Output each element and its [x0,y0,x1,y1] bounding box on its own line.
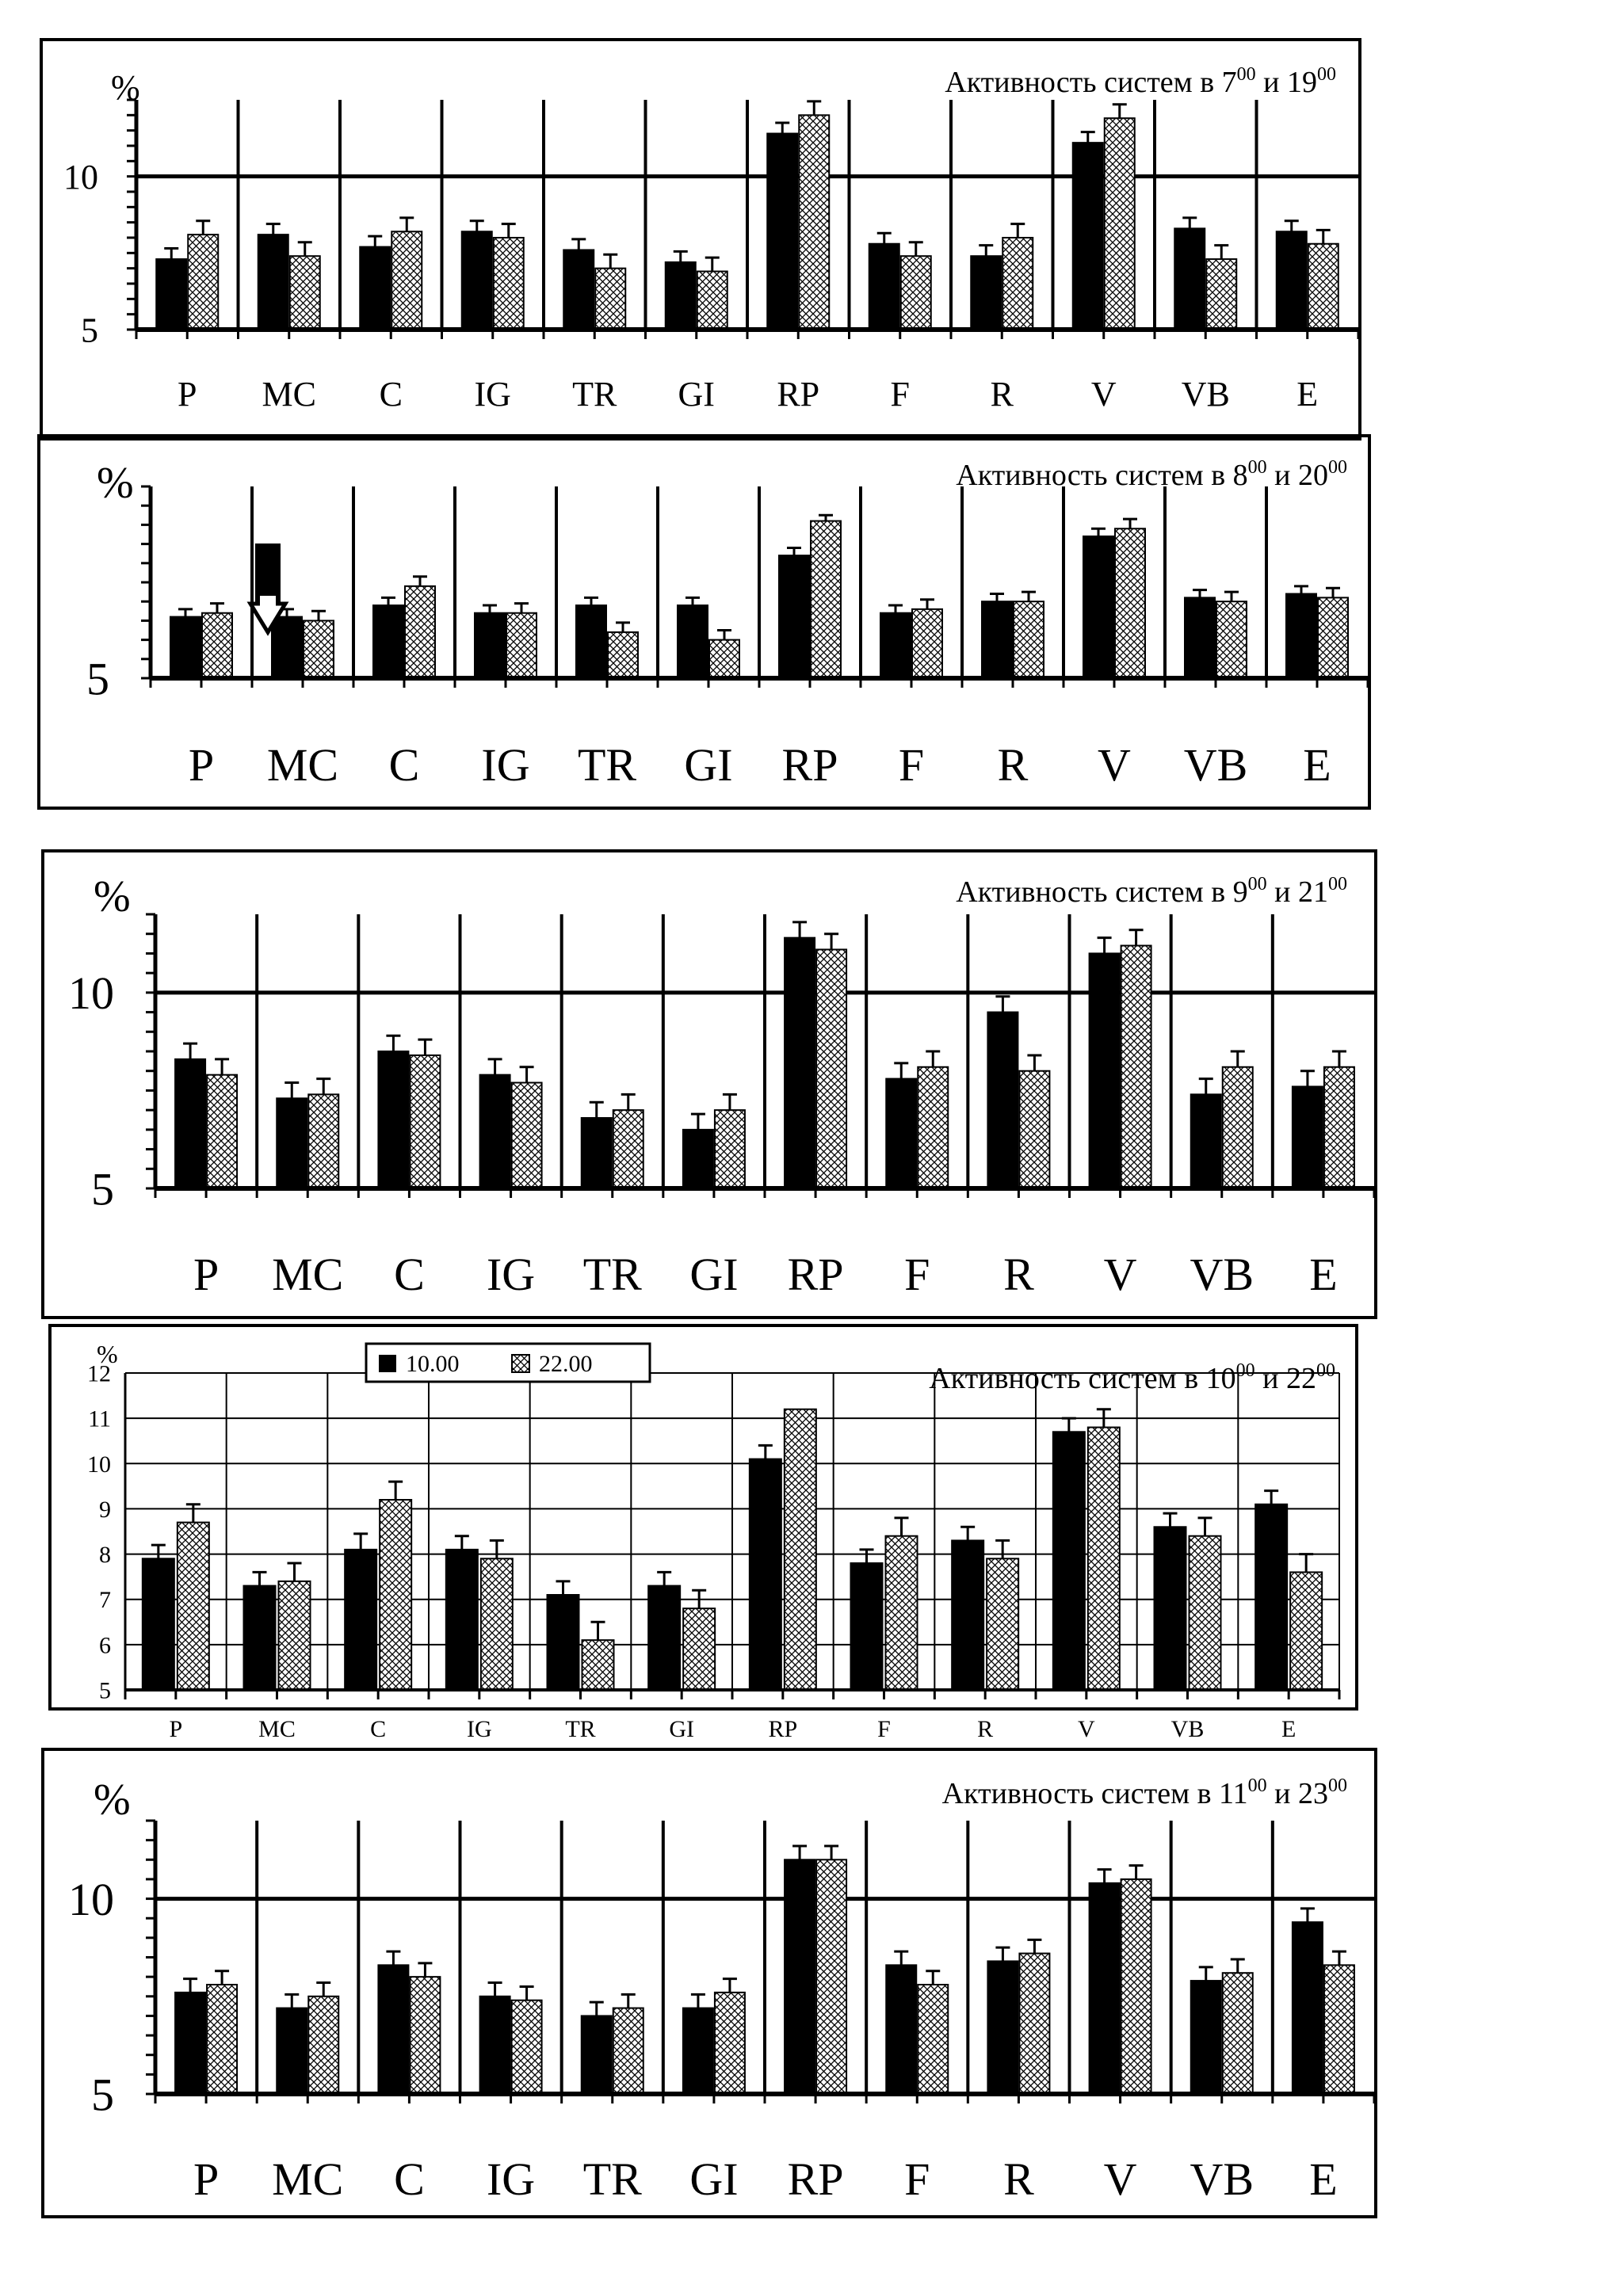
x-tick-label-F: F [904,2153,930,2205]
x-tick-label-VB: VB [1183,739,1248,791]
bar-series2-RP [785,1409,816,1690]
bar-series2-R [987,1558,1018,1690]
x-tick-label-VB: VB [1190,2153,1254,2205]
chart-title: Активность систем в $10^{00}$ и $22^{00}$ [929,1360,1335,1395]
bar-series1-VB [1191,1981,1221,2094]
bar-series1-IG [475,613,505,678]
chart-title: Активность систем в $7^{00}$ и $19^{00}$ [945,64,1336,99]
x-tick-label-P: P [178,375,197,414]
bar-series1-TR [582,2016,612,2094]
bar-series2-V [1105,118,1135,330]
bar-series2-RP [816,1859,846,2094]
bar-series1-MC [277,1098,307,1188]
x-tick-label-RP: RP [768,1716,798,1742]
x-tick-label-GI: GI [684,739,733,791]
bar-series2-MC [290,256,320,330]
bar-series2-VB [1223,1973,1253,2094]
bar-series1-R [952,1540,983,1690]
y-tick-label: 5 [81,311,98,350]
chart-panel-5 [43,1749,1376,2217]
x-tick-label-R: R [1003,1249,1034,1300]
plot-area [68,1821,1374,2205]
bar-series2-RP [816,949,846,1188]
bar-series1-F [880,613,911,678]
bar-series1-F [886,1079,916,1188]
y-axis-unit-label: % [94,1775,131,1825]
bar-series2-E [1324,1965,1354,2094]
x-tick-label-IG: IG [486,2153,536,2205]
bar-series2-VB [1206,259,1236,330]
bar-series1-C [378,1965,408,2094]
bar-series1-RP [750,1459,781,1690]
bar-series2-RP [811,521,841,678]
x-tick-label-RP: RP [777,375,820,414]
bar-series2-V [1121,1879,1151,2094]
x-tick-label-R: R [997,739,1029,791]
x-tick-label-GI: GI [678,375,715,414]
bar-series1-MC [258,235,288,330]
x-tick-label-IG: IG [486,1249,536,1300]
bar-series1-GI [683,2008,713,2094]
bar-series1-V [1053,1432,1085,1690]
y-tick-label: 5 [91,1163,114,1215]
y-tick-label: 9 [99,1496,111,1523]
x-tick-label-RP: RP [781,739,838,791]
panel-frame [43,1749,1376,2217]
legend-swatch-series1 [379,1355,396,1372]
bar-series2-IG [512,2000,542,2094]
x-tick-label-E: E [1309,1249,1338,1300]
bar-series1-E [1255,1505,1287,1690]
bar-series1-R [982,601,1012,678]
bar-series2-VB [1223,1067,1253,1188]
x-tick-label-GI: GI [689,1249,739,1300]
y-axis-unit-label: % [97,1340,118,1368]
bar-series1-RP [785,1859,815,2094]
bar-series1-E [1286,594,1316,678]
y-axis-unit-label: % [97,459,134,508]
y-tick-label: 7 [99,1587,111,1614]
bar-series2-MC [279,1581,311,1690]
x-tick-label-V: V [1103,1249,1137,1300]
y-tick-label: 11 [88,1405,111,1432]
x-tick-label-TR: TR [565,1716,596,1742]
y-tick-label: 10 [68,1873,114,1925]
y-axis-unit-label: % [94,872,131,921]
y-tick-label: 10 [87,1451,111,1478]
bar-series1-TR [576,605,606,678]
bar-series1-RP [767,134,797,330]
y-tick-label: 6 [99,1632,111,1659]
x-tick-label-F: F [890,375,910,414]
panel-frame [43,851,1376,1318]
bar-series1-E [1293,1922,1323,2094]
y-tick-label: 5 [91,2069,114,2121]
legend-label-series2: 22.00 [539,1351,593,1377]
bar-series1-F [851,1563,883,1690]
bar-series2-IG [512,1083,542,1188]
bar-series2-P [188,235,218,330]
bar-series2-GI [697,272,727,330]
bar-series1-R [987,1013,1018,1188]
x-tick-label-P: P [188,739,215,791]
bar-series1-C [378,1051,408,1188]
chart-title: Активность систем в $11^{00}$ и $23^{00}$ [941,1775,1347,1810]
bar-series2-E [1324,1067,1354,1188]
bar-series2-P [178,1523,209,1690]
x-tick-label-MC: MC [272,1249,344,1300]
bar-series2-TR [613,2008,643,2094]
bar-series2-F [918,1067,948,1188]
bar-series1-P [156,259,186,330]
x-tick-label-E: E [1296,375,1319,414]
bar-series2-GI [709,640,739,678]
y-tick-label: 12 [87,1360,111,1387]
bar-series2-E [1308,244,1338,330]
legend [366,1344,650,1382]
bar-series2-TR [608,632,638,678]
bar-series2-C [405,586,435,678]
chart-panel-2 [39,436,1369,808]
bar-series1-P [170,617,200,678]
y-tick-label: 5 [86,653,109,705]
bar-series1-V [1073,143,1103,330]
x-tick-label-R: R [990,375,1014,414]
bar-series1-MC [272,617,302,678]
bar-series1-MC [244,1586,276,1690]
bar-series1-VB [1174,228,1205,330]
bar-series2-E [1290,1572,1322,1690]
bar-series2-V [1115,528,1145,678]
bar-series2-V [1121,946,1151,1188]
chart-panel-1 [41,40,1360,439]
bar-series2-F [912,609,942,678]
plot-area [87,1361,1339,1743]
x-tick-label-R: R [977,1716,994,1742]
x-tick-label-E: E [1281,1716,1296,1742]
bar-series1-IG [480,1997,510,2094]
x-tick-label-C: C [370,1716,387,1742]
bar-series1-R [987,1961,1018,2094]
x-tick-label-RP: RP [787,2153,844,2205]
y-tick-label: 8 [99,1542,111,1569]
bar-series2-P [207,1985,237,2094]
bar-series1-P [175,1059,205,1188]
bar-series1-V [1090,1883,1120,2094]
plot-area [86,486,1368,791]
y-tick-label: 10 [68,967,114,1020]
x-tick-label-IG: IG [467,1716,492,1742]
bar-series2-MC [308,1997,338,2094]
bar-series1-VB [1155,1527,1186,1690]
bar-series1-IG [462,231,492,330]
bar-series1-F [886,1965,916,2094]
x-tick-label-P: P [193,2153,220,2205]
x-tick-label-TR: TR [572,375,617,414]
bar-series2-GI [683,1608,715,1690]
bar-series1-C [373,605,403,678]
x-tick-label-GI: GI [669,1716,694,1742]
bar-series1-VB [1191,1094,1221,1188]
bar-series2-C [391,231,422,330]
bar-series2-F [886,1536,918,1690]
plot-area [63,100,1358,414]
bar-series1-GI [666,262,696,330]
bar-series2-TR [582,1640,614,1690]
bar-series1-V [1083,536,1113,678]
bar-series1-RP [785,938,815,1188]
bar-series1-E [1277,231,1307,330]
x-tick-label-F: F [877,1716,891,1742]
bar-series2-R [1019,1954,1049,2094]
bar-series2-GI [715,1110,745,1188]
bar-series2-MC [304,620,334,678]
bar-series2-F [901,256,931,330]
bar-series1-R [971,256,1001,330]
bar-series2-MC [308,1094,338,1188]
bar-series2-R [1002,238,1033,330]
bar-series2-IG [494,238,524,330]
x-tick-label-GI: GI [689,2153,739,2205]
bar-series1-VB [1185,597,1215,678]
bar-series2-V [1088,1428,1120,1690]
x-tick-label-P: P [169,1716,183,1742]
x-tick-label-C: C [394,2153,425,2205]
x-tick-label-C: C [388,739,420,791]
bar-series1-P [143,1558,174,1690]
bar-series2-F [918,1985,948,2094]
x-tick-label-F: F [904,1249,930,1300]
bar-series2-GI [715,1993,745,2094]
bar-series2-P [202,613,232,678]
bar-series1-TR [548,1595,579,1690]
chart-panel-4 [50,1325,1357,1742]
bar-series1-P [175,1993,205,2094]
bar-series2-VB [1190,1536,1221,1690]
x-tick-label-V: V [1103,2153,1137,2205]
x-tick-label-V: V [1090,375,1117,414]
x-tick-label-TR: TR [582,1249,642,1300]
y-axis-unit-label: % [111,68,140,107]
y-tick-label: 5 [99,1677,111,1704]
x-tick-label-MC: MC [266,739,339,791]
bar-series1-GI [678,605,708,678]
x-tick-label-V: V [1098,739,1131,791]
bar-series2-E [1318,597,1348,678]
chart-title: Активность систем в $8^{00}$ и $20^{00}$ [956,457,1347,492]
bar-series1-IG [480,1075,510,1188]
bar-series1-MC [277,2008,307,2094]
bar-series2-VB [1216,601,1247,678]
bar-series1-GI [683,1130,713,1188]
x-tick-label-IG: IG [481,739,530,791]
bar-series1-IG [446,1550,478,1690]
bar-series1-E [1293,1086,1323,1188]
x-tick-label-P: P [193,1249,220,1300]
x-tick-label-IG: IG [474,375,511,414]
bar-series2-C [410,1977,440,2094]
bar-series2-P [207,1075,237,1188]
bar-series2-TR [613,1110,643,1188]
bar-series1-C [360,247,390,330]
y-tick-label: 10 [63,158,98,197]
x-tick-label-VB: VB [1170,1716,1205,1742]
bar-series2-C [410,1055,440,1188]
plot-area [68,914,1374,1300]
x-tick-label-R: R [1003,2153,1034,2205]
bar-series2-R [1019,1071,1049,1188]
x-tick-label-F: F [898,739,925,791]
bar-series2-IG [481,1558,513,1690]
chart-title: Активность систем в $9^{00}$ и $21^{00}$ [956,874,1347,909]
legend-swatch-series2 [512,1355,529,1372]
bar-series2-RP [799,115,829,330]
bar-series2-TR [595,269,625,330]
bar-series1-C [345,1550,376,1690]
x-tick-label-V: V [1077,1716,1095,1742]
bar-series1-GI [648,1586,680,1690]
bar-series2-R [1014,601,1044,678]
bar-series1-TR [582,1118,612,1188]
x-tick-label-TR: TR [582,2153,642,2205]
bar-series2-C [380,1500,411,1690]
bar-series1-TR [563,250,594,330]
x-tick-label-MC: MC [258,1716,296,1742]
bar-series1-F [869,244,899,330]
legend-label-series1: 10.00 [406,1351,460,1377]
x-tick-label-E: E [1309,2153,1338,2205]
bar-series2-IG [506,613,537,678]
x-tick-label-RP: RP [787,1249,844,1300]
x-tick-label-MC: MC [272,2153,344,2205]
x-tick-label-TR: TR [577,739,637,791]
x-tick-label-E: E [1303,739,1331,791]
x-tick-label-VB: VB [1190,1249,1254,1300]
chart-panel-3 [43,851,1376,1318]
x-tick-label-VB: VB [1181,375,1230,414]
x-tick-label-C: C [379,375,403,414]
bar-series1-RP [779,555,809,678]
bar-series1-V [1090,953,1120,1188]
x-tick-label-C: C [394,1249,425,1300]
x-tick-label-MC: MC [262,375,316,414]
